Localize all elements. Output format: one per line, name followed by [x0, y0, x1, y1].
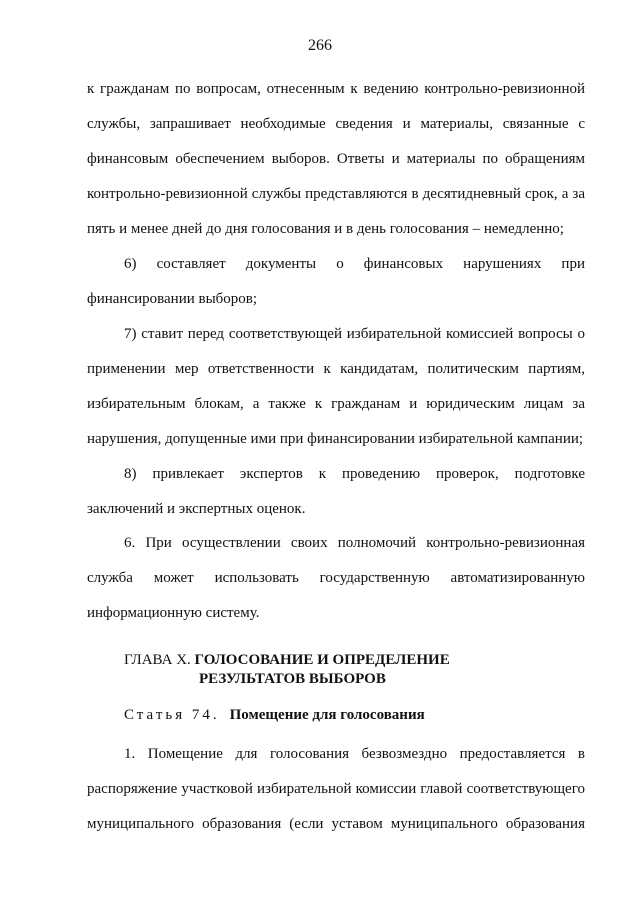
text-line: к гражданам по вопросам, отнесенным к ведению контрольно-ревизионной: [87, 81, 585, 97]
text-line: заключений и экспертных оценок.: [87, 501, 306, 517]
text-line: применении мер ответственности к кандидатам, политическим партиям,: [87, 361, 585, 377]
text-line: информационную систему.: [87, 605, 260, 621]
text-line: 6) составляет документы о финансовых нарушениях при: [124, 256, 585, 272]
article-heading: [124, 705, 425, 725]
text-line: пять и менее дней до дня голосования и в день голосования – немедленно;: [87, 221, 564, 237]
chapter-prefix: ГЛАВА X.: [124, 652, 195, 668]
text-line: 1. Помещение для голосования безвозмездно предоставляется в: [124, 746, 585, 762]
text-line: контрольно-ревизионной службы представляются в десятидневный срок, а за: [87, 186, 585, 202]
text-line: избирательным блокам, а также к гражданам и юридическим лицам за: [87, 396, 585, 412]
text-line: нарушения, допущенные ими при финансировании избирательной кампании;: [87, 431, 584, 447]
text-line: службы, запрашивает необходимые сведения и материалы, связанные с: [87, 116, 585, 132]
text-line: 6. При осуществлении своих полномочий контрольно-ревизионная: [124, 535, 585, 551]
text-line: распоряжение участковой избирательной комиссии главой соответствующего: [87, 781, 585, 797]
page-number: 266: [308, 37, 332, 54]
chapter-title: ГОЛОСОВАНИЕ И ОПРЕДЕЛЕНИЕ: [194, 652, 450, 668]
article-label: Статья 74.: [124, 707, 220, 723]
article-title: Помещение для голосования: [229, 707, 425, 723]
text-line: финансовым обеспечением выборов. Ответы и материалы по обращениям: [87, 151, 585, 167]
text-line: служба может использовать государственную автоматизированную: [87, 570, 585, 586]
text-line: 7) ставит перед соответствующей избирательной комиссией вопросы о: [124, 326, 585, 342]
text-line: муниципального образования (если уставом муниципального образования: [87, 816, 585, 832]
text-line: 8) привлекает экспертов к проведению проверок, подготовке: [124, 466, 585, 482]
chapter-title-continued: РЕЗУЛЬТАТОВ ВЫБОРОВ: [199, 671, 386, 687]
text-line: финансировании выборов;: [87, 291, 258, 307]
